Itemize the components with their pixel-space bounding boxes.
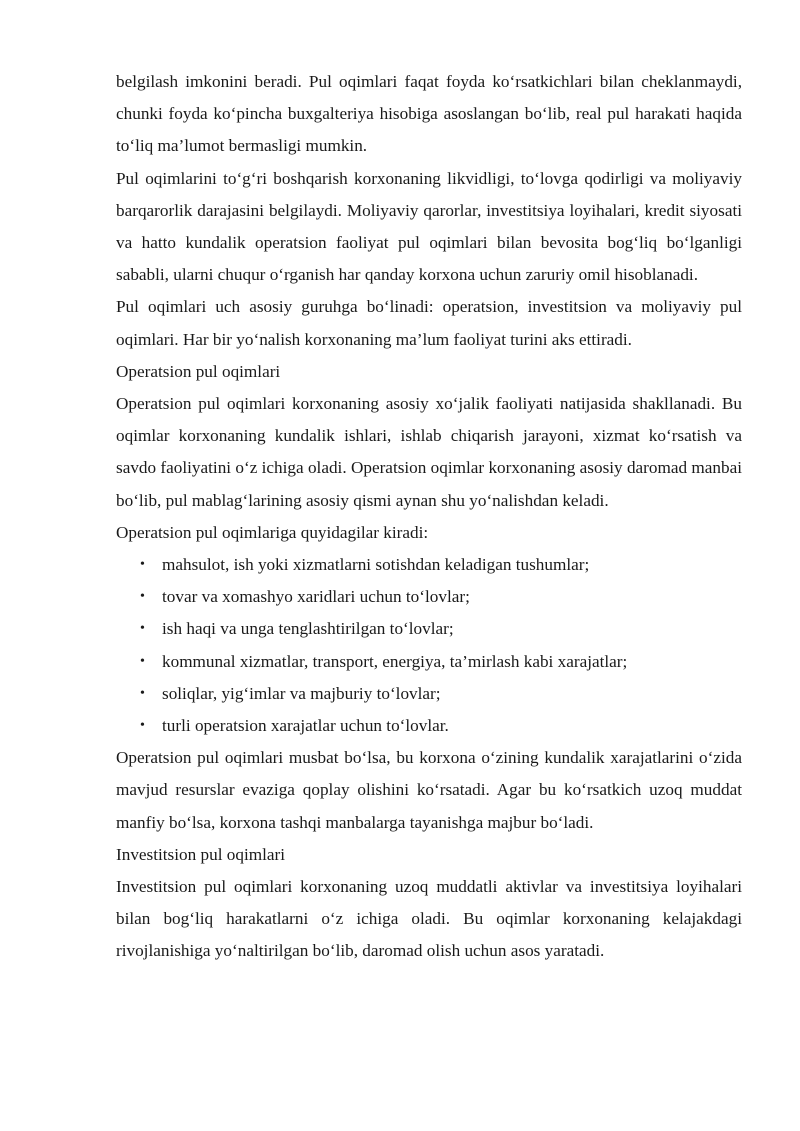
paragraph-operating-list-intro: Operatsion pul oqimlariga quyidagilar kiradi: [116, 522, 429, 542]
paragraph-operating-conclusion: Operatsion pul oqimlari musbat bo‘lsa, bu korxona o‘zining kundalik xarajatlarini o‘zida mavjud resurslar evaziga qoplay olishini ko‘rsatadi. Agar bu ko‘rsatkich uzoq muddat manfiy bo‘lsa, korxona tashqi manbalarga tayanishga majbur bo‘ladi. [116, 748, 742, 832]
list-item-text: turli operatsion xarajatlar uchun to‘lovlar. [162, 716, 449, 736]
list-item-text: mahsulot, ish yoki xizmatlarni sotishdan keladigan tushumlar; [162, 555, 590, 575]
bullet-icon: • [140, 685, 145, 701]
list-item [116, 581, 742, 613]
section-heading-operating: Operatsion pul oqimlari [116, 361, 281, 381]
document-page [116, 66, 742, 968]
bullet-icon: • [140, 653, 145, 669]
paragraph-operating-description: Operatsion pul oqimlari korxonaning asosiy xo‘jalik faoliyati natijasida shakllanadi. Bu oqimlar korxonaning kundalik ishlari, ishlab chiqarish jarayoni, xizmat ko‘rsatish va savdo faoliyatini o‘z ichiga oladi. Operatsion oqimlar korxonaning asosiy daromad manbai bo‘lib, pul mablag‘larining asosiy qismi aynan shu yo‘nalishdan keladi. [116, 394, 742, 510]
bullet-icon: • [140, 589, 145, 605]
paragraph-cash-flow-management: Pul oqimlarini to‘g‘ri boshqarish korxonaning likvidligi, to‘lovga qodirligi va moliyaviy barqarorlik darajasini belgilaydi. Moliyaviy qarorlar, investitsiya loyihalari, kredit siyosati va hatto kundalik operatsion faoliyat pul oqimlari bilan bevosita bog‘liq bo‘lganligi sababli, ularni chuqur o‘rganish har qanday korxona uchun zaruriy omil hisoblanadi. [116, 168, 742, 285]
list-item [116, 678, 742, 710]
list-item [116, 710, 742, 742]
list-item [116, 646, 742, 678]
paragraph-cash-flow-groups: Pul oqimlari uch asosiy guruhga bo‘linadi: operatsion, investitsion va moliyaviy pul oqimlari. Har bir yo‘nalish korxonaning ma’lum faoliyat turini aks ettiradi. [116, 297, 742, 349]
operating-items-list [116, 549, 742, 742]
list-item-text: ish haqi va unga tenglashtirilgan to‘lovlar; [162, 619, 454, 639]
list-item-text: soliqlar, yig‘imlar va majburiy to‘lovlar; [162, 683, 441, 703]
section-heading-investing: Investitsion pul oqimlari [116, 844, 285, 864]
paragraph-investing-description: Investitsion pul oqimlari korxonaning uzoq muddatli aktivlar va investitsiya loyihalari bilan bog‘liq harakatlarni o‘z ichiga oladi. Bu oqimlar korxonaning kelajakdagi rivojlanishiga yo‘naltirilgan bo‘lib, daromad olish uchun asos yaratadi. [116, 877, 742, 961]
bullet-icon: • [140, 621, 145, 637]
list-item [116, 549, 742, 581]
paragraph-continuation: belgilash imkonini beradi. Pul oqimlari faqat foyda ko‘rsatkichlari bilan cheklanmaydi, chunki foyda ko‘pincha buxgalteriya hisobiga asoslangan bo‘lib, real pul harakati haqida to‘liq ma’lumot bermasligi mumkin. [116, 72, 742, 156]
list-item-text: kommunal xizmatlar, transport, energiya, ta’mirlash kabi xarajatlar; [162, 651, 628, 671]
list-item-text: tovar va xomashyo xaridlari uchun to‘lovlar; [162, 587, 470, 607]
bullet-icon: • [140, 557, 145, 573]
bullet-icon: • [140, 718, 145, 734]
list-item [116, 613, 742, 645]
